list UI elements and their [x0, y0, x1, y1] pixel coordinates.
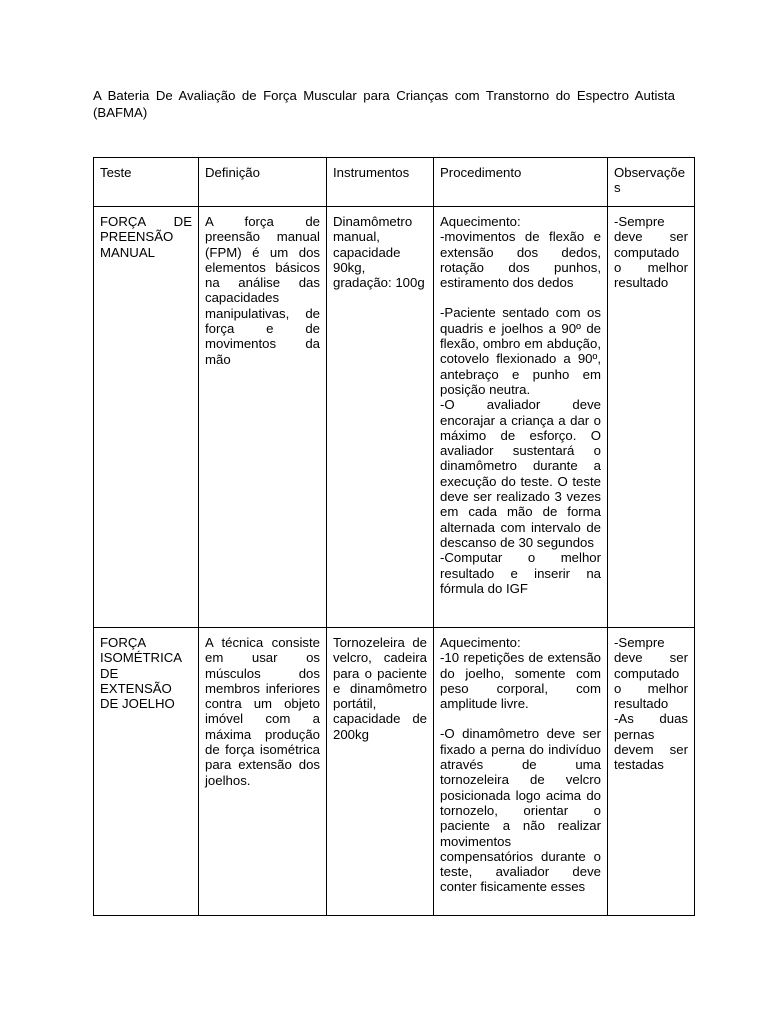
cell-procedimento — [434, 628, 608, 916]
cell-definicao: A técnica consiste em usar os músculos dos membros inferiores contra um objeto imóvel com a máxima produção de força isométrica para extensão dos joelhos. — [199, 628, 327, 916]
procedure-line: -movimentos de flexão e extensão dos dedos, rotação dos punhos, estiramento dos dedos — [440, 229, 601, 291]
procedure-line: -O avaliador deve encorajar a criança a dar o máximo de esforço. O avaliador sustentará o dinamômetro durante a execução do teste. O teste deve ser realizado 3 vezes em cada mão de forma alternada com intervalo de descanso de 30 segundos — [440, 397, 601, 550]
header-teste: Teste — [94, 158, 199, 207]
cell-instrumentos: Tornozeleira de velcro, cadeira para o paciente e dinamômetro portátil, capacidade de 200kg — [327, 628, 434, 916]
procedure-line: -Paciente sentado com os quadris e joelhos a 90º de flexão, ombro em abdução, cotovelo flexionado a 90º, antebraço e punho em posição neutra. — [440, 305, 601, 397]
procedure-line: Aquecimento: — [440, 635, 521, 650]
procedure-spacer — [440, 290, 601, 305]
document-title: A Bateria De Avaliação de Força Muscular para Crianças com Transtorno do Espectro Autista (BAFMA) — [93, 88, 675, 120]
table-row — [94, 207, 695, 628]
header-definicao: Definição — [199, 158, 327, 207]
table-header-row — [94, 158, 695, 207]
procedure-line: Aquecimento: — [440, 214, 521, 229]
header-observacoes: Observações — [608, 158, 695, 207]
header-instrumentos: Instrumentos — [327, 158, 434, 207]
table-row — [94, 628, 695, 916]
evaluation-table — [93, 157, 695, 916]
procedure-line: -O dinamômetro deve ser fixado a perna do indivíduo através de uma tornozeleira de velcro posicionada logo acima do tornozelo, orientar o paciente a não realizar movimentos compensatórios durante o teste, avaliador deve conter fisicamente esses — [440, 726, 601, 895]
cell-instrumentos: Dinamômetro manual, capacidade 90kg, gradação: 100g — [327, 207, 434, 628]
cell-observacoes: -Sempre deve ser computado o melhor resultado — [608, 207, 695, 628]
procedure-line: -Computar o melhor resultado e inserir na fórmula do IGF — [440, 550, 601, 596]
cell-definicao: A força de preensão manual (FPM) é um dos elementos básicos na análise das capacidades manipulativas, de força e de movimentos da mão — [199, 207, 327, 628]
cell-observacoes: -Sempre deve ser computado o melhor resultado -As duas pernas devem ser testadas — [608, 628, 695, 916]
procedure-spacer — [440, 711, 601, 726]
cell-teste: FORÇA ISOMÉTRICA DE EXTENSÃO DE JOELHO — [94, 628, 199, 916]
cell-teste: FORÇA DE PREENSÃO MANUAL — [94, 207, 199, 628]
cell-procedimento — [434, 207, 608, 628]
header-procedimento: Procedimento — [434, 158, 608, 207]
procedure-line: -10 repetições de extensão do joelho, somente com peso corporal, com amplitude livre. — [440, 650, 601, 712]
